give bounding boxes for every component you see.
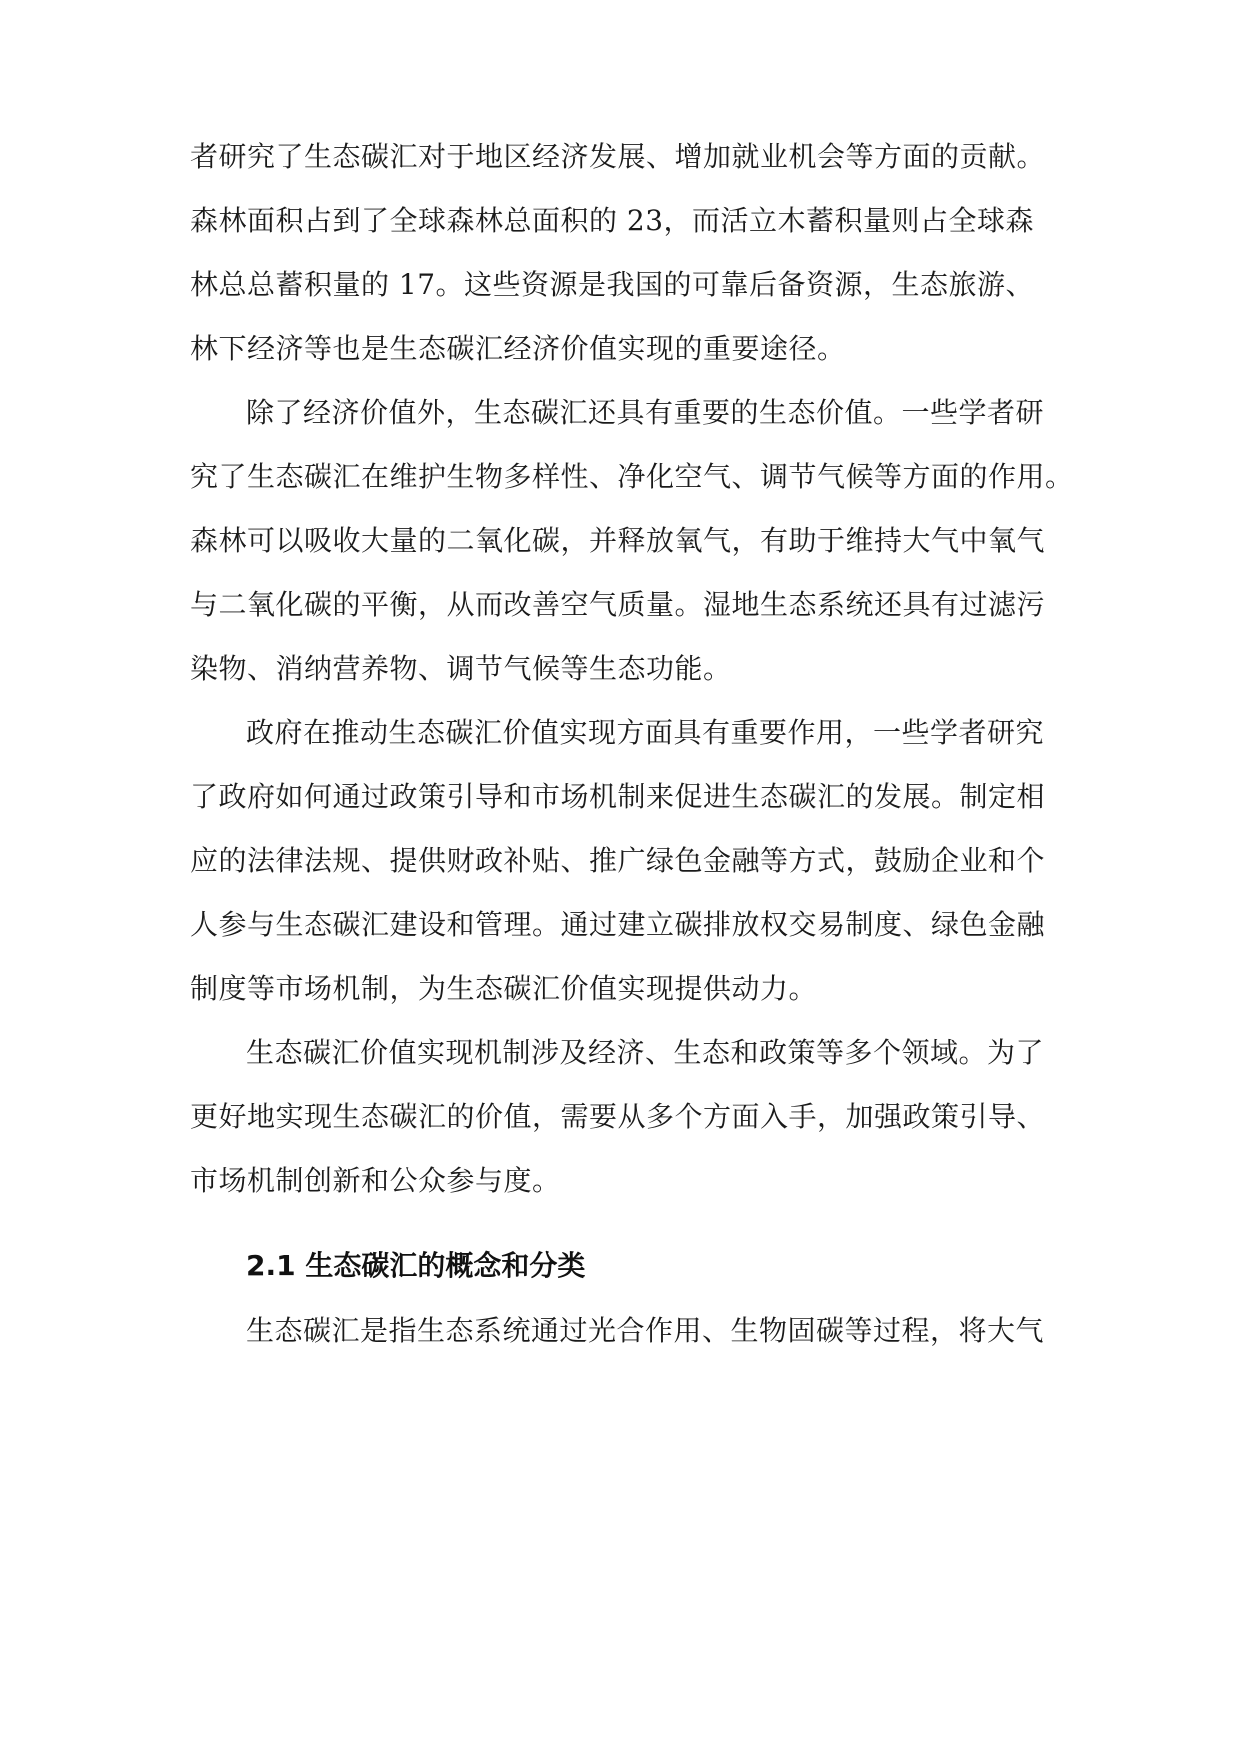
paragraph-1-line-1: 者研究了生态碳汇对于地区经济发展、增加就业机会等方面的贡献。 bbox=[190, 140, 1046, 173]
paragraph-4-line-2: 更好地实现生态碳汇的价值，需要从多个方面入手，加强政策引导、 bbox=[190, 1100, 1046, 1133]
paragraph-2-line-5: 染物、消纳营养物、调节气候等生态功能。 bbox=[190, 652, 732, 685]
paragraph-2-line-4: 与二氧化碳的平衡，从而改善空气质量。湿地生态系统还具有过滤污 bbox=[190, 588, 1046, 621]
paragraph-1-line-3: 林总总蓄积量的 17。这些资源是我国的可靠后备资源，生态旅游、 bbox=[190, 268, 1035, 301]
paragraph-3-line-4: 人参与生态碳汇建设和管理。通过建立碳排放权交易制度、绿色金融 bbox=[190, 908, 1046, 941]
paragraph-3-line-3: 应的法律法规、提供财政补贴、推广绿色金融等方式，鼓励企业和个 bbox=[190, 844, 1046, 877]
paragraph-3-line-1: 政府在推动生态碳汇价值实现方面具有重要作用，一些学者研究 bbox=[246, 716, 1045, 749]
paragraph-4-line-1: 生态碳汇价值实现机制涉及经济、生态和政策等多个领域。为了 bbox=[246, 1036, 1045, 1069]
paragraph-2-line-1: 除了经济价值外，生态碳汇还具有重要的生态价值。一些学者研 bbox=[246, 396, 1045, 429]
paragraph-3-line-2: 了政府如何通过政策引导和市场机制来促进生态碳汇的发展。制定相 bbox=[190, 780, 1046, 813]
section-paragraph-line-1: 生态碳汇是指生态系统通过光合作用、生物固碳等过程，将大气 bbox=[246, 1314, 1045, 1347]
paragraph-2-line-2: 究了生态碳汇在维护生物多样性、净化空气、调节气候等方面的作用。 bbox=[190, 460, 1074, 493]
paragraph-1-line-4: 林下经济等也是生态碳汇经济价值实现的重要途径。 bbox=[190, 332, 846, 365]
paragraph-2-line-3: 森林可以吸收大量的二氧化碳，并释放氧气，有助于维持大气中氧气 bbox=[190, 524, 1046, 557]
paragraph-3-line-5: 制度等市场机制，为生态碳汇价值实现提供动力。 bbox=[190, 972, 818, 1005]
paragraph-1-line-2: 森林面积占到了全球森林总面积的 23，而活立木蓄积量则占全球森 bbox=[190, 204, 1035, 237]
section-heading: 2.1 生态碳汇的概念和分类 bbox=[246, 1249, 586, 1282]
paragraph-4-line-3: 市场机制创新和公众参与度。 bbox=[190, 1164, 561, 1197]
